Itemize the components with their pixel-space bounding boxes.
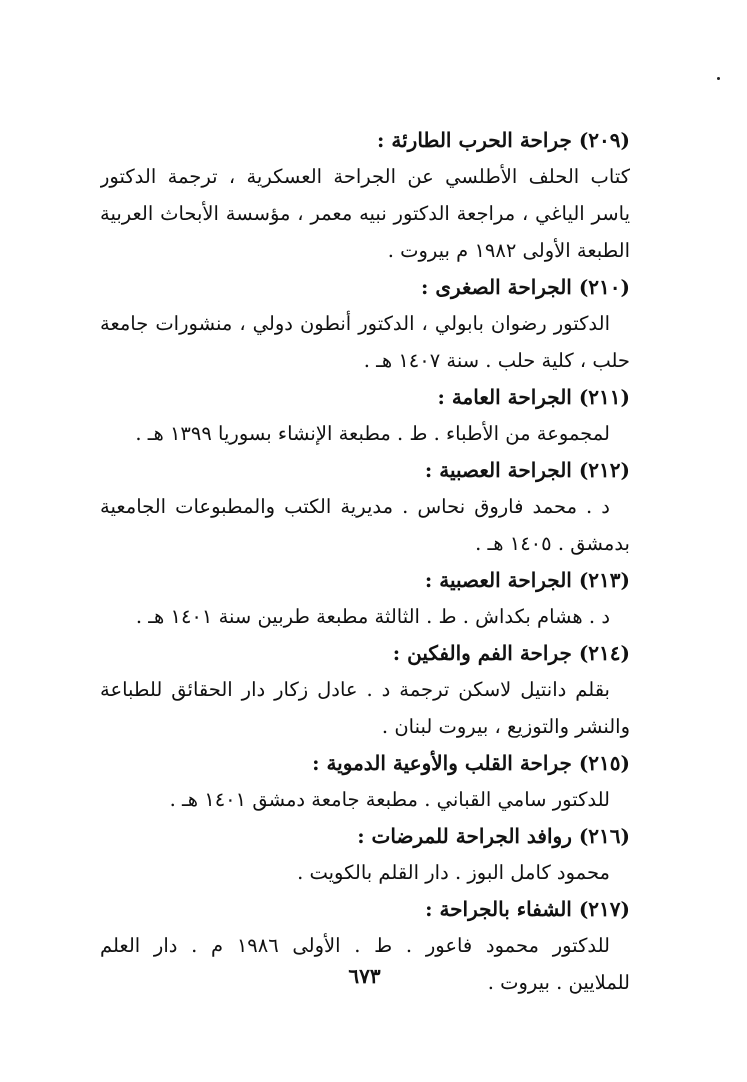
bibliography-entry-209 xyxy=(100,122,630,269)
entry-heading: (٢١٠) الجراحة الصغرى : xyxy=(420,275,630,299)
entry-line: د . هشام بكداش . ط . الثالثة مطبعة طربين سنة ١٤٠١ هـ . xyxy=(135,605,610,628)
entry-line: للدكتور سامي القباني . مطبعة جامعة دمشق ١٤٠١ هـ . xyxy=(169,788,610,811)
speck-mark xyxy=(717,77,720,80)
entry-heading: (٢٠٩) جراحة الحرب الطارئة : xyxy=(377,128,630,152)
bibliography-entry-211 xyxy=(100,379,630,452)
entry-line: د . محمد فاروق نحاس . مديرية الكتب والمطبوعات الجامعية xyxy=(100,495,610,518)
bibliography-entry-216 xyxy=(100,818,630,891)
bibliography-entry-213 xyxy=(100,562,630,635)
entry-line: لمجموعة من الأطباء . ط . مطبعة الإنشاء بسوريا ١٣٩٩ هـ . xyxy=(135,422,610,445)
entry-heading: (٢١٣) الجراحة العصبية : xyxy=(424,568,630,592)
entry-line: والنشر والتوزيع ، بيروت لبنان . xyxy=(381,715,630,738)
bibliography-entry-215 xyxy=(100,745,630,818)
bibliography-entry-214 xyxy=(100,635,630,745)
bibliography-entry-210 xyxy=(100,269,630,379)
page-number: ٦٧٣ xyxy=(348,964,381,988)
entry-line: كتاب الحلف الأطلسي عن الجراحة العسكرية ، ترجمة الدكتور xyxy=(100,165,630,188)
entry-line: بقلم دانتيل لاسكن ترجمة د . عادل زكار دار الحقائق للطباعة xyxy=(100,678,610,701)
entry-line: للملايين . بيروت . xyxy=(487,971,630,994)
entry-line: الدكتور رضوان بابولي ، الدكتور أنطون دولي ، منشورات جامعة xyxy=(100,312,610,335)
entry-line: للدكتور محمود فاعور . ط . الأولى ١٩٨٦ م . دار العلم xyxy=(100,934,610,957)
entry-heading: (٢١١) الجراحة العامة : xyxy=(437,385,630,409)
entry-heading: (٢١٢) الجراحة العصبية : xyxy=(424,458,630,482)
bibliography-entry-212 xyxy=(100,452,630,562)
entry-heading: (٢١٦) روافد الجراحة للمرضات : xyxy=(357,824,630,848)
entry-heading: (٢١٤) جراحة الفم والفكين : xyxy=(392,641,630,665)
entry-heading: (٢١٧) الشفاء بالجراحة : xyxy=(425,897,630,921)
entry-line: حلب ، كلية حلب . سنة ١٤٠٧ هـ . xyxy=(363,349,630,372)
entry-line: ياسر الياغي ، مراجعة الدكتور نبيه معمر ، مؤسسة الأبحاث العربية xyxy=(100,202,630,225)
entry-line: بدمشق . ١٤٠٥ هـ . xyxy=(475,532,630,555)
entry-heading: (٢١٥) جراحة القلب والأوعية الدموية : xyxy=(312,751,630,775)
bibliography-list xyxy=(100,122,630,1001)
entry-line: محمود كامل البوز . دار القلم بالكويت . xyxy=(297,861,610,884)
entry-line: الطبعة الأولى ١٩٨٢ م بيروت . xyxy=(387,239,630,262)
